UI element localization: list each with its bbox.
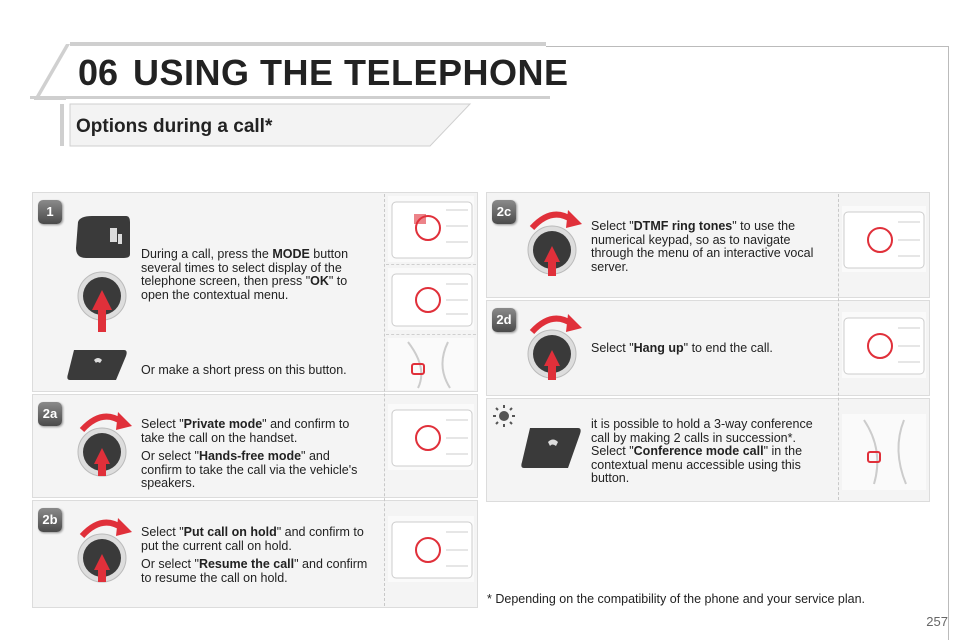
tip-text [591,418,827,486]
thumb-divider-left [384,194,385,606]
thumb-divider-right [838,194,839,500]
console-thumbnail-icon [842,312,926,378]
step-1-text: During a call, press the MODE button several times to select display of the telephone screen, then press "OK" to open the contextual menu. [141,247,349,302]
phone-button-icon [518,424,584,474]
step-2d-text: Select "Hang up" to end the call. [591,341,773,355]
page-number: 257 [926,614,948,629]
thumb-separator [386,334,476,335]
step-2a-line1: Select "Private mode" and confirm to take the call on the handset. [141,417,350,445]
knob-rotate-icon [72,408,138,478]
tip-line1: it is possible to hold a 3-way conference call by making 2 calls in succession*. [591,417,813,445]
knob-push-icon [72,270,132,336]
section-title: Options during a call* [76,116,273,137]
step-2c-text: Select "DTMF ring tones" to use the numerical keypad, so as to navigate through the menu of an interactive vocal server. [591,219,814,274]
steering-thumbnail-icon [842,414,926,490]
step-badge: 1 [38,200,62,224]
page-title: USING THE TELEPHONE [133,52,569,93]
thumb-separator [386,264,476,265]
console-thumbnail-icon [842,206,926,272]
tip-line2: Select "Conference mode call" in the contextual menu accessible using this button. [591,444,803,485]
step-badge: 2d [492,308,516,332]
chapter-number: 06 [78,52,119,93]
step-badge: 2a [38,402,62,426]
console-thumbnail-icon [388,196,474,262]
step-badge: 2b [38,508,62,532]
phone-button-icon [64,346,130,384]
footnote: * Depending on the compatibility of the phone and your service plan. [487,592,866,606]
knob-rotate-icon [72,514,138,584]
step-2a-line2: Or select "Hands-free mode" and confirm to take the call via the vehicle's speakers. [141,449,358,490]
steering-thumbnail-icon [388,338,474,390]
step-2b-line1: Select "Put call on hold" and confirm to put the current call on hold. [141,525,364,553]
knob-rotate-icon [522,204,588,278]
mode-button-icon [72,214,132,260]
step-2a-text [141,418,373,491]
step-1-extra-text: Or make a short press on this button. [141,363,347,377]
console-thumbnail-icon [388,404,474,470]
step-2b-text [141,526,373,585]
step-badge: 2c [492,200,516,224]
console-thumbnail-icon [388,268,474,330]
frame-right-line [948,46,949,640]
console-thumbnail-icon [388,516,474,582]
step-2b-line2: Or select "Resume the call" and confirm to resume the call on hold. [141,557,368,585]
knob-rotate-icon [522,308,588,382]
tip-light-icon [492,404,516,433]
frame-top-line [546,46,948,47]
